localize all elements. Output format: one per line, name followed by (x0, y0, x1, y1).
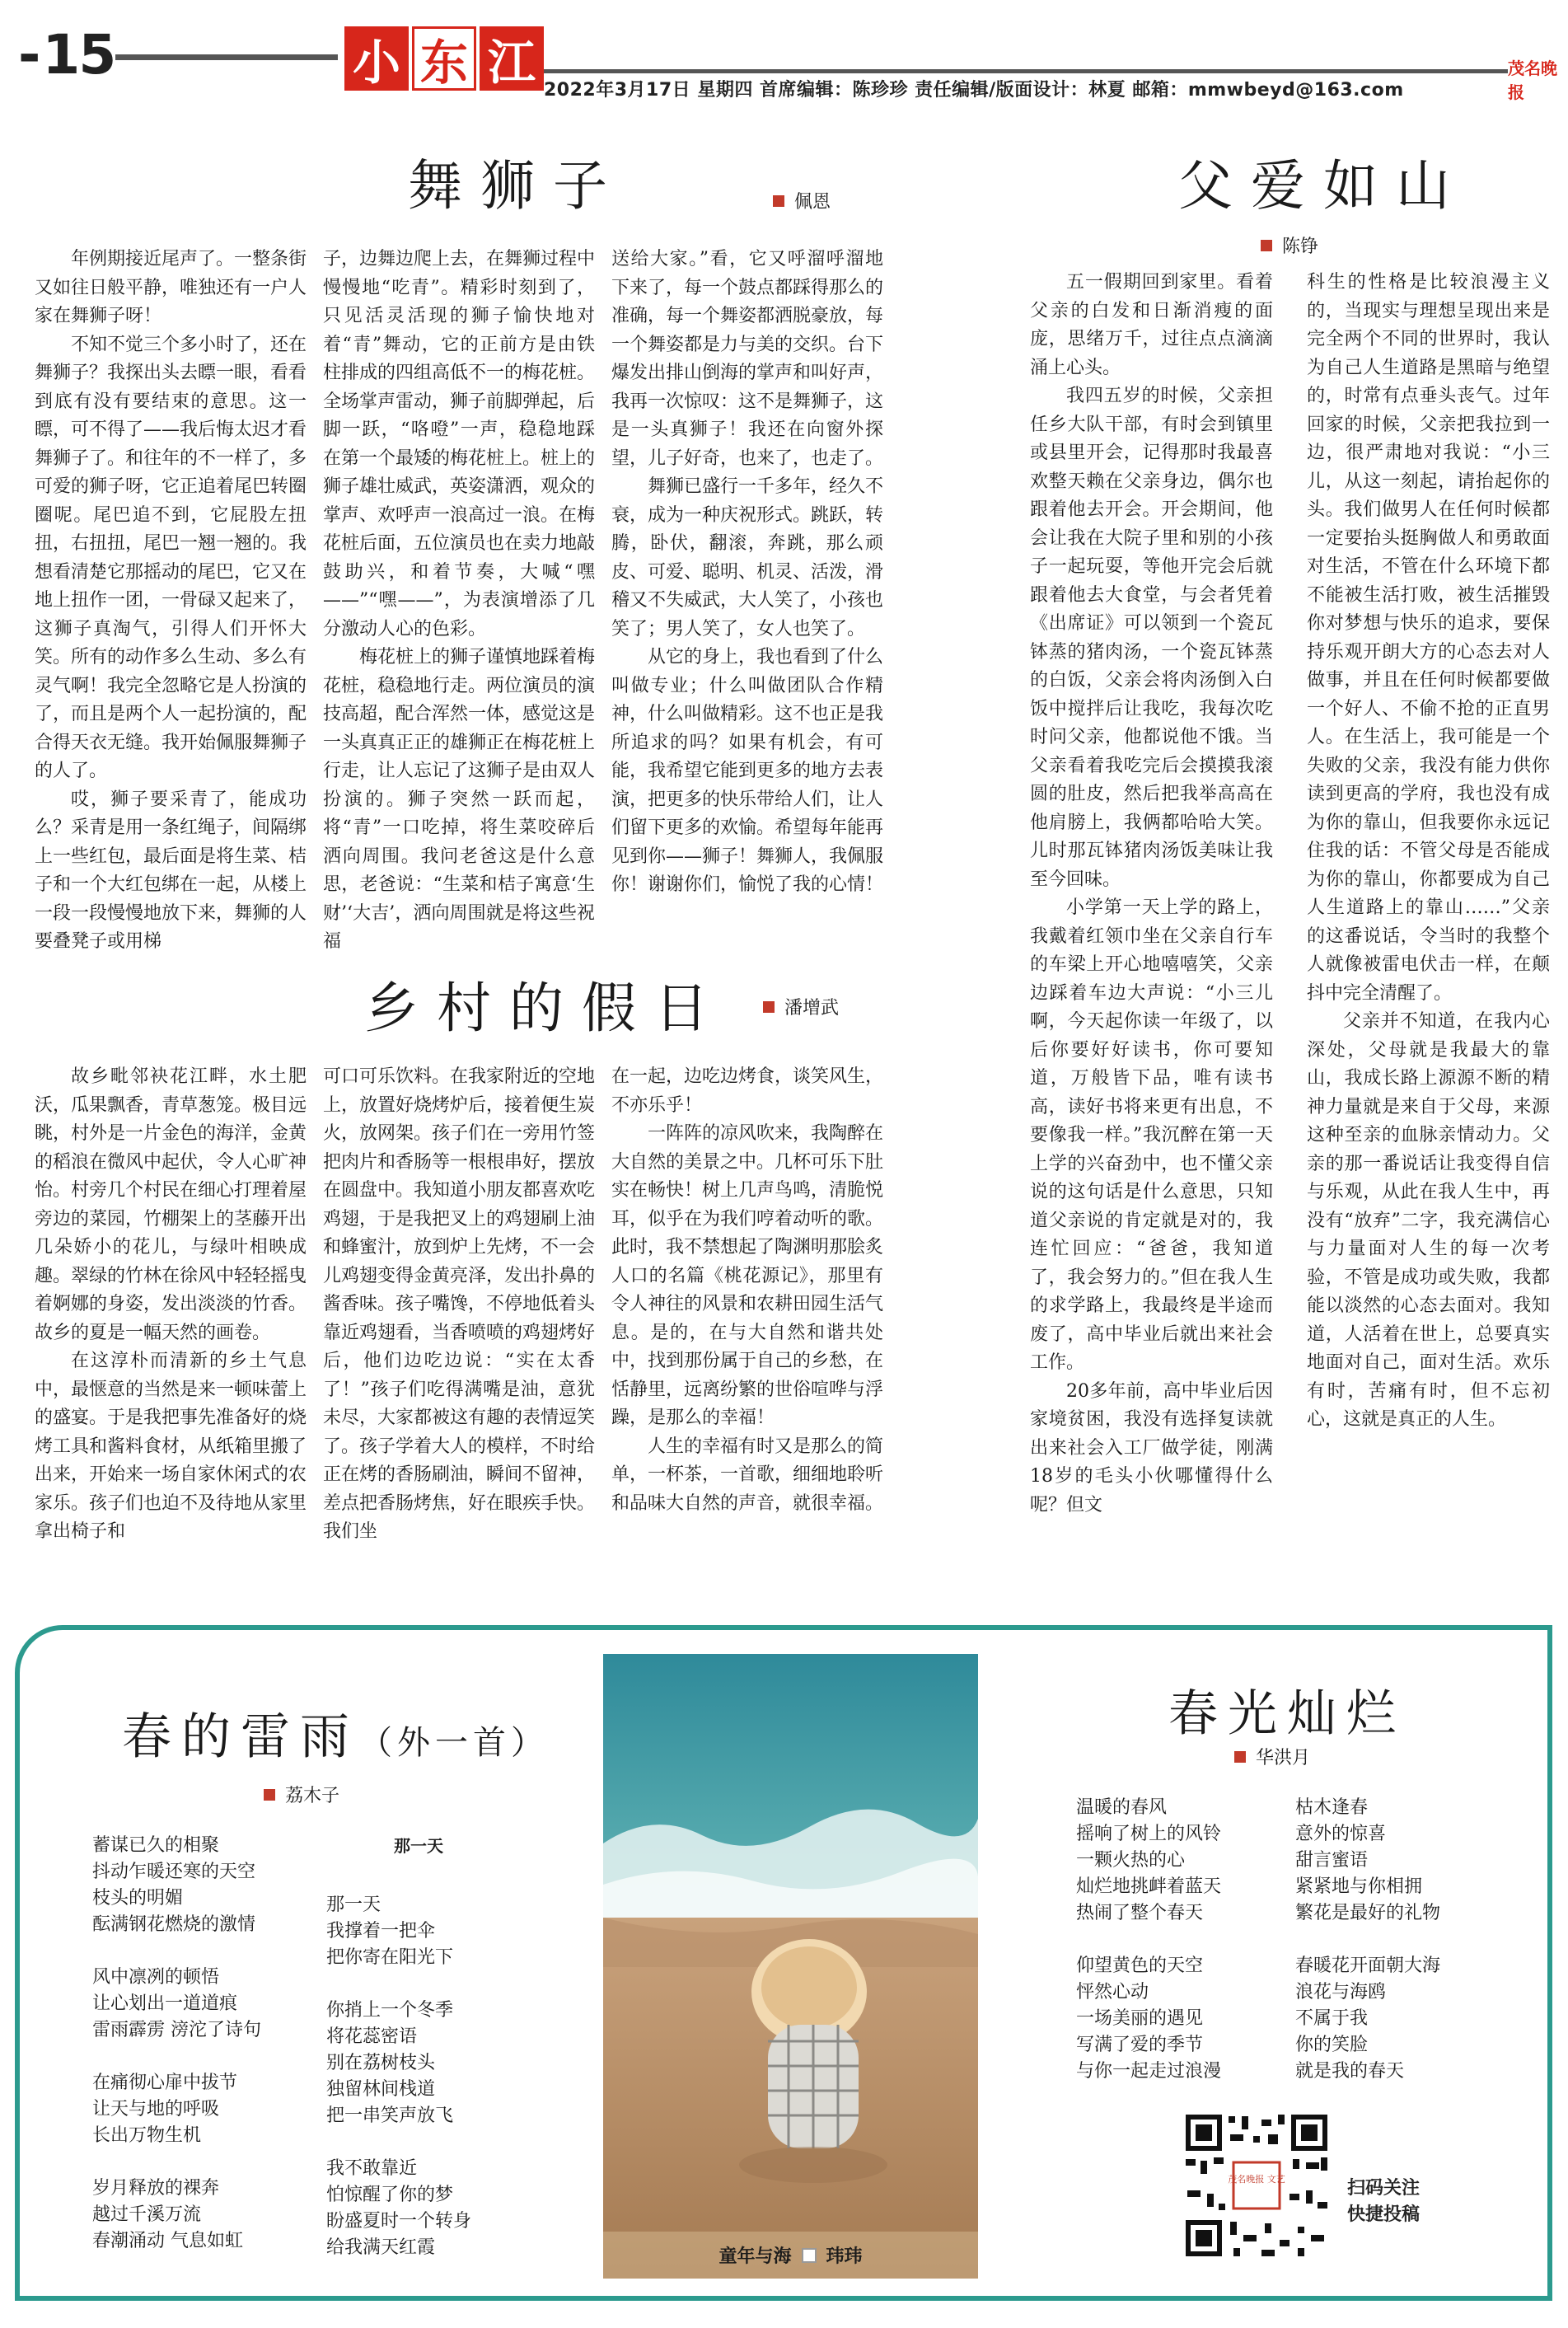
beach-photo (603, 1654, 978, 2279)
article-title-wushizi: 舞狮子 (408, 154, 625, 218)
paragraph: 在一起，边吃边烤食，谈笑风生，不亦乐乎！ (611, 1066, 884, 1116)
paragraph: 不知不觉三个多小时了，还在舞狮子？我探出头去瞟一眼，看看到底有没有要结束的意思。这一瞟，可不得了——我后悔太迟才看舞狮子了。和往年的不一样了，多可爱的狮子呀，它正追着尾巴转圈圈呢。尾巴追不到，它屁股左扭扭，右扭扭，尾巴一翘一翘的。我想看清楚它那摇动的尾巴，它又在地上扭作一团，一骨碌又起来了，这狮子真淘气，引得人们开怀大笑。所有的动作多么生动、多么有灵气啊！我完全忽略它是人扮演的了，而且是两个人一起扮演的，配合得天衣无缝。我开始佩服舞狮子的人了。 (35, 334, 307, 781)
poem-stanza (1076, 1795, 1221, 1927)
poem-line: 抖动乍暖还寒的天空 (92, 1862, 256, 1882)
author-name: 华洪月 (1256, 1748, 1311, 1768)
paragraph: 故乡毗邻袂花江畔，水土肥沃，瓜果飘香，青草葱笼。极目远眺，村外是一片金色的海洋，金黄的稻浪在微风中起伏，令人心旷神怡。村旁几个村民在细心打理着屋旁边的菜园，竹棚架上的茎藤开出几朵娇小的花儿，与绿叶相映成趣。翠绿的竹林在徐风中轻轻摇曳着婀娜的身姿，发出淡淡的竹香。故乡的夏是一幅天然的画卷。 (35, 1066, 307, 1343)
poem-line: 写满了爱的季节 (1076, 2035, 1204, 2055)
article-column (35, 246, 307, 957)
poem-line: 把你寄在阳光下 (326, 1947, 454, 1968)
paragraph: 一阵阵的凉风吹来，我陶醉在大自然的美景之中。几杯可乐下肚实在畅快！树上几声鸟鸣，清脆悦耳，似乎在为我们哼着动听的歌。此时，我不禁想起了陶渊明那脍炙人口的名篇《桃花源记》，那里有令人神往的风景和农耕田园生活气息。是的，在与大自然和谐共处中，找到那份属于自己的乡愁，在恬静里，远离纷繁的世俗喧哗与浮躁，是那么的幸福！ (611, 1123, 884, 1428)
photo-caption (603, 2232, 978, 2279)
paragraph: 五一假期回到家里。看着父亲的白发和日渐消瘦的面庞，思绪万千，过往点点滴滴涌上心头。 (1030, 272, 1273, 378)
poem-line: 那一天 (326, 1895, 381, 1915)
poem-line: 将花蕊密语 (326, 2026, 418, 2047)
poem-body-nayitian (326, 1833, 471, 2288)
section-logo-char-3: 江 (480, 26, 544, 91)
poem-line: 盼盛夏时一个转身 (326, 2211, 472, 2232)
poem-line: 蓄谋已久的相聚 (92, 1835, 220, 1856)
poem-stanza (92, 2070, 261, 2149)
author-name: 荔木子 (285, 1786, 340, 1806)
edition-meta-bar (544, 69, 1508, 103)
caption-square-icon (802, 2248, 817, 2263)
poem-line: 春潮涌动 气息如虹 (92, 2231, 243, 2251)
poem-body-chunguang-right (1295, 1795, 1440, 2111)
poem-line: 与你一起走过浪漫 (1076, 2061, 1222, 2082)
article-column (611, 1063, 883, 1518)
article-title-fuai: 父爱如山 (1178, 154, 1468, 218)
byline-chunguang (1234, 1744, 1310, 1769)
article-column (323, 246, 595, 957)
poem-line: 我撑着一把伞 (326, 1921, 436, 1942)
poem-stanza (326, 1998, 471, 2129)
poem-line: 在痛彻心扉中拔节 (92, 2073, 238, 2093)
author-name: 佩恩 (794, 192, 831, 213)
article-column (35, 1063, 307, 1547)
qr-caption-line: 快捷投稿 (1347, 2204, 1421, 2225)
poem-line: 热闹了整个春天 (1076, 1903, 1204, 1923)
article-column (323, 1063, 595, 1547)
author-name: 陈铮 (1282, 237, 1319, 257)
qr-center-label: 茂名晚报 文艺 (1228, 2174, 1285, 2185)
photo-caption-author: 玮玮 (826, 2246, 863, 2267)
poem-stanza (1295, 1795, 1440, 1927)
poem-stanza (1295, 1953, 1440, 2085)
poem-stanza (92, 1833, 261, 1938)
byline-wushizi (773, 188, 831, 213)
poem-line: 独留林间栈道 (326, 2079, 436, 2100)
paragraph: 我四五岁的时候，父亲担任乡大队干部，有时会到镇里或县里开会，记得那时我最喜欢整天赖在父亲身边，偶尔也跟着他去开会。开会期间，他会让我在大院子里和别的小孩子一起玩耍，等他开完会后就跟着他去大食堂，与会者凭着《出席证》可以领到一个瓷瓦钵蒸的猪肉汤，一个瓷瓦钵蒸的白饭，父亲会将肉汤倒入白饭中搅拌后让我吃，我每次吃时问父亲，他都说他不饿。当父亲看着我吃完后会摸摸我滚圆的肚皮，然后把我举高高在他肩膀上，我俩都哈哈大笑。儿时那瓦钵猪肉汤饭美味让我至今回味。 (1030, 386, 1273, 890)
header-rule (115, 54, 338, 60)
poem-line: 繁花是最好的礼物 (1295, 1903, 1441, 1923)
byline-xiangcun (763, 994, 839, 1019)
poem-line: 浪花与海鸥 (1295, 1982, 1387, 2002)
poem-line: 紧紧地与你相拥 (1295, 1876, 1423, 1897)
byline-fuai (1261, 232, 1318, 258)
poem-line: 枯木逢春 (1295, 1797, 1369, 1818)
poem-line: 让天与地的呼吸 (92, 2099, 220, 2120)
page-number: - 15 (18, 23, 115, 87)
section-logo (344, 26, 544, 91)
poem-line: 让心划出一道道痕 (92, 1993, 238, 2014)
poem-line: 越过千溪万流 (92, 2204, 202, 2225)
paragraph: 20多年前，高中毕业后因家境贫困，我没有选择复读就出来社会入工厂做学徒，刚满18岁的毛头小伙哪懂得什么呢？但文 (1030, 1380, 1273, 1515)
qr-pattern (1182, 2111, 1331, 2260)
poem-title-text: 春的雷雨 (122, 1708, 359, 1766)
poem-title-chunguang: 春光灿烂 (1168, 1685, 1406, 1743)
byline-square-icon (1261, 240, 1272, 251)
poem-line: 摇响了树上的风铃 (1076, 1824, 1222, 1844)
poem-line: 仰望黄色的天空 (1076, 1956, 1204, 1976)
poem-line: 你的笑脸 (1295, 2035, 1369, 2055)
poem-line: 温暖的春风 (1076, 1797, 1168, 1818)
poem-line: 我不敢靠近 (326, 2158, 418, 2179)
page-header (0, 0, 1568, 107)
poem-line: 雷雨霹雳 滂沱了诗句 (92, 2020, 261, 2040)
poem-line: 一场美丽的遇见 (1076, 2008, 1204, 2029)
poem-title-suffix: （外一首） (359, 1724, 549, 1762)
byline-square-icon (763, 1001, 775, 1013)
newspaper-logo: 茂名晚报 (1508, 59, 1557, 102)
qr-code-icon[interactable] (1182, 2111, 1331, 2260)
poem-title-chunleiyu (122, 1698, 549, 1768)
photo-caption-title: 童年与海 (718, 2246, 792, 2267)
byline-square-icon (264, 1789, 275, 1801)
article-title-xiangcun: 乡村的假日 (364, 977, 727, 1040)
poem-line: 怦然心动 (1076, 1982, 1149, 2002)
poem-line: 给我满天红霞 (326, 2237, 436, 2258)
paragraph: 科生的性格是比较浪漫主义的，当现实与理想呈现出来是完全两个不同的世界时，我认为自己人生道路是黑暗与绝望的，时常有点垂头丧气。过年回家的时候，父亲把我拉到一边，很严肃地对我说：“小三儿，从这一刻起，请抬起你的头。我们做男人在任何时候都一定要抬头挺胸做人和勇敢面对生活，不管在什么环境下都不能被生活打败，被生活摧毁你对梦想与快乐的追求，要保持乐观开朗大方的心态去对人做事，并且在任何时候都要做一个好人、不偷不抢的正直男人。在生活上，我可能是一个失败的父亲，我没有能力供你读到更高的学府，我也没有成为你的靠山，但我要你永远记住我的话：不管父母是否能成为你的靠山，你都要成为自己人生道路上的靠山……”父亲的这番说话，令当时的我整个人就像被雷电伏击一样，在颠抖中完全清醒了。 (1307, 272, 1550, 1004)
poem-stanza (92, 2176, 261, 2255)
paragraph: 梅花桩上的狮子谨慎地踩着梅花桩，稳稳地行走。两位演员的演技高超，配合浑然一体，感觉这是一头真真正正的雄狮正在梅花桩上行走，让人忘记了这狮子是由双人扮演的。狮子突然一跃而起，将“青”一口吃掉，将生菜咬碎后洒向周围。我问老爸这是什么意思，老爸说：“生菜和桔子寓意‘生财’‘大吉’，洒向周围就是将这些祝福 (323, 647, 596, 952)
qr-caption (1347, 2176, 1420, 2228)
edition-meta-text: 2022年3月17日 星期四 首席编辑：陈珍珍 责任编辑/版面设计：林夏 邮箱：mmwbeyd@163.com (544, 79, 1404, 101)
poem-body-chunleiyu (92, 1833, 261, 2281)
poem-line: 甜言蜜语 (1295, 1850, 1369, 1871)
poem-line: 枝头的明媚 (92, 1888, 184, 1909)
poem-line: 别在荔树枝头 (326, 2053, 436, 2073)
byline-chunleiyu (264, 1782, 339, 1807)
section-logo-char-2: 东 (412, 26, 476, 91)
article-column (611, 246, 883, 900)
poem-line: 你捎上一个冬季 (326, 2000, 454, 2021)
paragraph: 在这淳朴而清新的乡土气息中，最惬意的当然是来一顿味蕾上的盛宴。于是我把事先准备好的烧烤工具和酱料食材，从纸箱里搬了出来，开始来一场自家休闲式的农家乐。孩子们也迫不及待地从家里拿出椅子和 (35, 1351, 307, 1542)
section-logo-char-1: 小 (344, 26, 409, 91)
byline-square-icon (1234, 1751, 1246, 1763)
paragraph: 可口可乐饮料。在我家附近的空地上，放置好烧烤炉后，接着便生炭火，放网架。孩子们在一旁用竹签把肉片和香肠等一根根串好，摆放在圆盘中。我知道小朋友都喜欢吃鸡翅，于是我把叉上的鸡翅刷上油和蜂蜜汁，放到炉上先烤，不一会儿鸡翅变得金黄亮泽，发出扑鼻的酱香味。孩子嘴馋，不停地低着头靠近鸡翅看，当香喷喷的鸡翅烤好后，他们边吃边说：“实在太香了！”孩子们吃得满嘴是油，意犹未尽，大家都被这有趣的表情逗笑了。孩子学着大人的模样，不时给正在烤的香肠刷油，瞬间不留神，差点把香肠烤焦，好在眼疾手快。我们坐 (323, 1066, 596, 1542)
article-column (1307, 269, 1550, 1435)
poem-line: 一颗火热的心 (1076, 1850, 1186, 1871)
poem-line: 春暖花开面朝大海 (1295, 1956, 1441, 1976)
article-column (1030, 269, 1273, 1520)
poem-line: 长出万物生机 (92, 2125, 202, 2146)
poem-line: 岁月释放的裸奔 (92, 2178, 220, 2199)
poem-body-chunguang-left (1076, 1795, 1221, 2111)
poem-line: 怕惊醒了你的梦 (326, 2185, 454, 2205)
poem-line: 酝满钢花燃烧的激情 (92, 1914, 256, 1935)
paragraph: 人生的幸福有时又是那么的简单，一杯茶，一首歌，细细地聆听和品味大自然的声音，就很幸福。 (611, 1436, 884, 1514)
poem-subtitle: 那一天 (394, 1836, 443, 1856)
paragraph: 从它的身上，我也看到了什么叫做专业；什么叫做团队合作精神，什么叫做精彩。这不也正是我所追求的吗？如果有机会，有可能，我希望它能到更多的地方去表演，把更多的快乐带给人们，让人们留下更多的欢愉。希望每年能再见到你——狮子！舞狮人，我佩服你！谢谢你们，愉悦了我的心情！ (611, 647, 884, 895)
paragraph: 年例期接近尾声了。一整条街又如往日般平静，唯独还有一户人家在舞狮子呀！ (35, 249, 307, 326)
poem-stanza (326, 2156, 471, 2261)
poem-line: 风中凛冽的顿悟 (92, 1967, 220, 1988)
paragraph: 送给大家。”看，它又呼溜呼溜地下来了，每一个鼓点都踩得那么的准确，每一个舞姿都洒脱豪放，每一个舞姿都是力与美的交织。台下爆发出排山倒海的掌声和叫好声，我再一次惊叹：这不是舞狮子，这是一头真狮子！我还在向窗外探望，儿子好奇，也来了，也走了。 (611, 249, 884, 469)
poem-stanza (92, 1965, 261, 2044)
paragraph: 父亲并不知道，在我内心深处，父母就是我最大的靠山，我成长路上源源不断的精神力量就是来自于父母，来源这种至亲的血脉亲情动力。父亲的那一番说话让我变得自信与乐观，从此在我人生中，再没有“放弃”二字，我充满信心与力量面对人生的每一次考验，不管是成功或失败，我都能以淡然的心态去面对。我知道，人活着在世上，总要真实地面对自己，面对生活。欢乐有时，苦痛有时，但不忘初心，这就是真正的人生。 (1307, 1011, 1550, 1430)
paragraph: 子，边舞边爬上去，在舞狮过程中慢慢地“吃青”。精彩时刻到了，只见活灵活现的狮子愉快地对着“青”舞动，它的正前方是由铁柱排成的四组高低不一的梅花桩。全场掌声雷动，狮子前脚弹起，后脚一跃，“咯噔”一声，稳稳地踩在第一个最矮的梅花桩上。桩上的狮子雄壮威武，英姿潇洒，观众的掌声、欢呼声一浪高过一浪。在梅花桩后面，五位演员也在卖力地敲鼓助兴，和着节奏，大喊“嘿——”“嘿——”，为表演增添了几分激动人心的色彩。 (323, 249, 596, 639)
author-name: 潘增武 (784, 998, 840, 1019)
poem-stanza (326, 1892, 471, 1971)
paragraph: 舞狮已盛行一千多年，经久不衰，成为一种庆祝形式。跳跃，转腾，卧伏，翻滚，奔跳，那么顽皮、可爱、聪明、机灵、活泼，滑稽又不失威武，大人笑了，小孩也笑了；男人笑了，女人也笑了。 (611, 476, 884, 639)
poem-stanza (1076, 1953, 1221, 2085)
poem-line: 不属于我 (1295, 2008, 1369, 2029)
beach-girl-illustration (603, 1654, 978, 2279)
paragraph: 哎，狮子要采青了，能成功么？采青是用一条红绳子，间隔绑上一些红包，最后面是将生菜、桔子和一个大红包绑在一起，从楼上一段一段慢慢地放下来，舞狮的人要叠凳子或用梯 (35, 789, 307, 952)
poem-line: 就是我的春天 (1295, 2061, 1405, 2082)
poem-line: 把一串笑声放飞 (326, 2106, 454, 2126)
poem-line: 灿烂地挑衅着蓝天 (1076, 1876, 1222, 1897)
poem-line: 意外的惊喜 (1295, 1824, 1387, 1844)
qr-caption-line: 扫码关注 (1347, 2178, 1421, 2199)
byline-square-icon (773, 195, 784, 207)
paragraph: 小学第一天上学的路上，我戴着红领巾坐在父亲自行车的车梁上开心地嘻嘻笑，父亲边踩着车边大声说：“小三儿啊，今天起你读一年级了，以后你要好好读书，你可要知道，万般皆下品，唯有读书高，读好书将来更有出息，不要像我一样。”我沉醉在第一天上学的兴奋劲中，也不懂父亲说的这句话是什么意思，只知道父亲说的肯定就是对的，我连忙回应：“爸爸，我知道了，我会努力的。”但在我人生的求学路上，我最终是半途而废了，高中毕业后就出来社会工作。 (1030, 897, 1273, 1373)
